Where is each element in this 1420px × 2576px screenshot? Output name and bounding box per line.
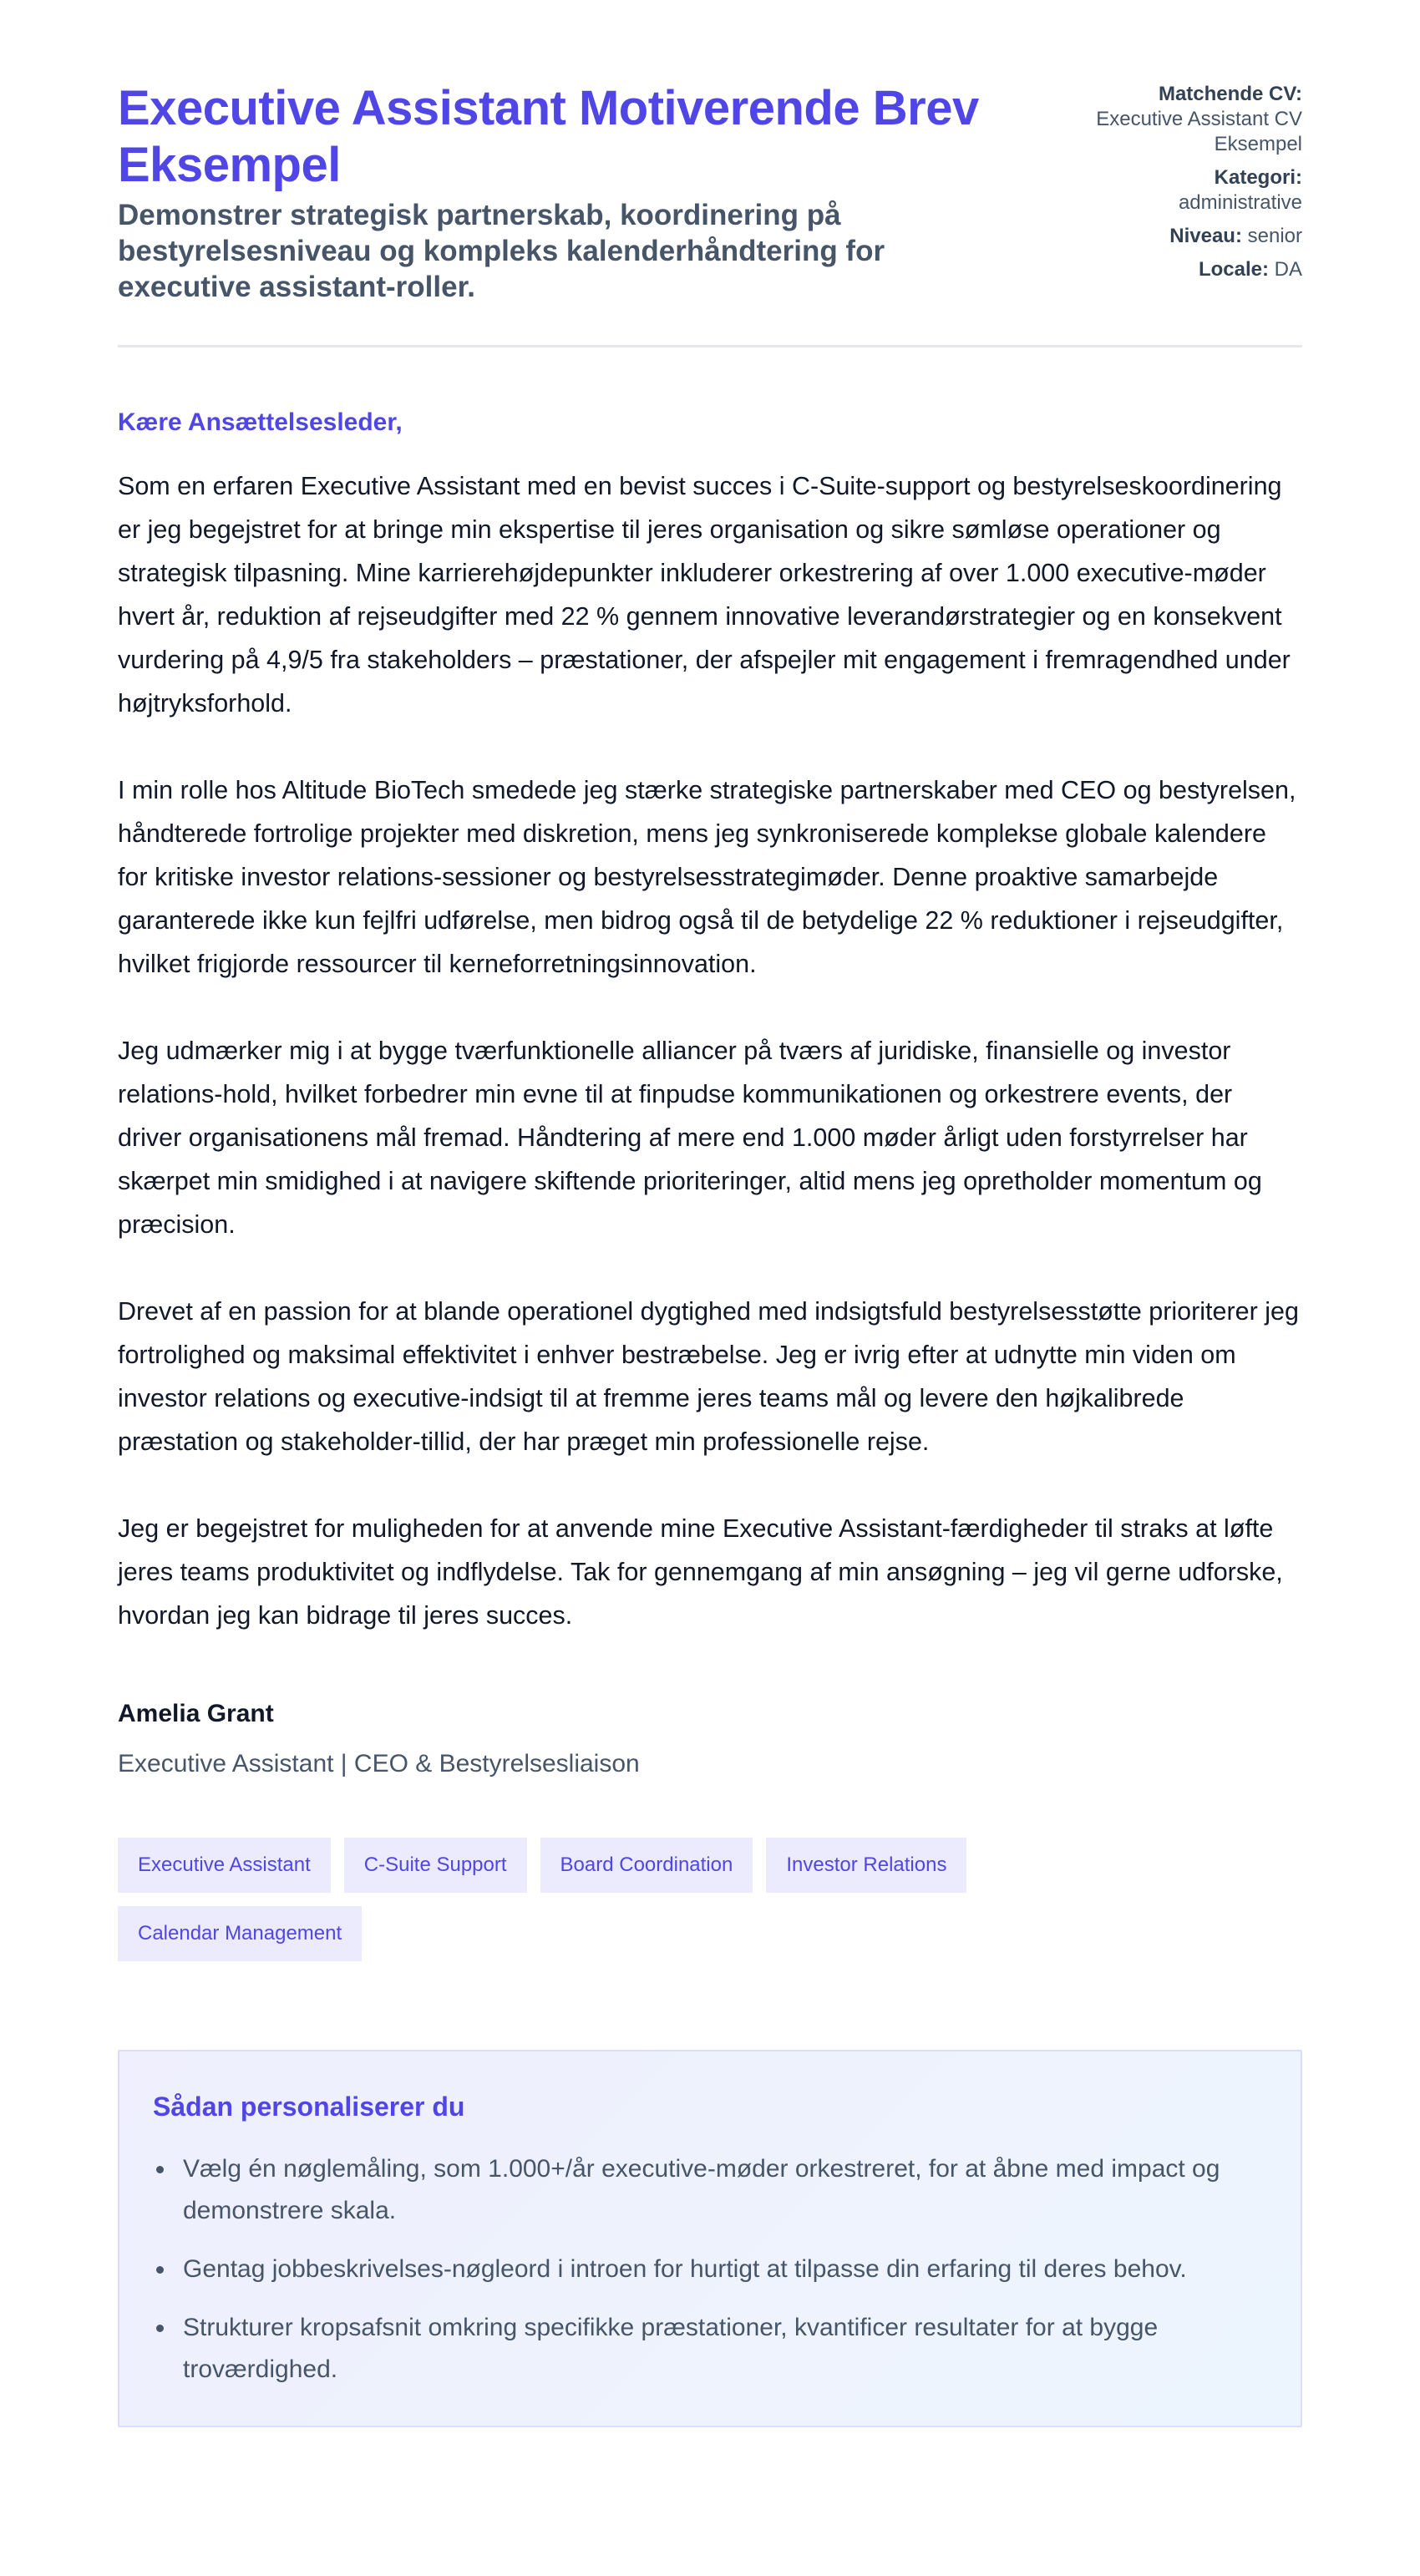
signature-name: Amelia Grant: [118, 1700, 274, 1727]
tag-calendar-management[interactable]: Calendar Management: [118, 1906, 362, 1961]
meta-category-value: administrative: [1178, 191, 1302, 214]
meta-locale: [1052, 257, 1302, 282]
tag-board-coordination[interactable]: Board Coordination: [540, 1838, 753, 1893]
signature-block: [118, 1697, 1302, 1781]
letter-paragraph: Som en erfaren Executive Assistant med en bevist succes i C-Suite-support og bestyrelseskoordinering er jeg begejstret for at bringe min ekspertise til jeres organisation og sikre sømløse operationer og strategisk tilpasning. Mine karrierehøjdepunkter inkluderer orkestrering af over 1.000 executive-møder hvert år, reduktion af rejseudgifter med 22 % gennem innovative leverandørstrategier og en konsekvent vurdering på 4,9/5 fra stakeholders – præstationer, der afspejler mit engagement i fremragendhed under højtryksforhold.: [118, 472, 1291, 718]
tip-text: Strukturer kropsafsnit omkring specifikke præstationer, kvantificer resultater for at bygge troværdighed.: [183, 2314, 1159, 2383]
meta-matching-cv-value[interactable]: Executive Assistant CV Eksempel: [1096, 108, 1302, 155]
tag-list: [118, 1838, 1103, 1961]
letter-paragraph: Jeg udmærker mig i at bygge tværfunktionelle alliancer på tværs af juridiske, finansielle og investor relations-hold, hvilket forbedrer min evne til at finpudse kommunikationen og orkestrere events, der driver organisationens mål fremad. Håndtering af mere end 1.000 møder årligt uden forstyrrelser har skærpet min smidighed i at navigere skiftende prioriteringer, altid mens jeg opretholder momentum og præcision.: [118, 1037, 1262, 1239]
header-titles: [118, 80, 1020, 305]
page-title: Executive Assistant Motiverende Brev Eksempel: [118, 81, 979, 192]
meta-locale-value: DA: [1274, 258, 1302, 281]
letter-paragraph: I min rolle hos Altitude BioTech smedede jeg stærke strategiske partnerskaber med CEO og bestyrelsen, håndterede fortrolige projekter med diskretion, mens jeg synkroniserede komplekse globale kalendere for kritiske investor relations-sessioner og bestyrelsesstrategimøder. Denne proaktive samarbejde garanterede ikke kun fejlfri udførelse, men bidrog også til de betydelige 22 % reduktioner i rejseudgifter, hvilket frigjorde ressourcer til kerneforretningsinnovation.: [118, 776, 1296, 978]
meta-matching-cv-label: Matchende CV:: [1158, 83, 1302, 105]
meta-info: [1052, 80, 1302, 291]
tip-item: [153, 2249, 1267, 2290]
meta-level-label: Niveau:: [1169, 225, 1242, 247]
tag-investor-relations[interactable]: Investor Relations: [766, 1838, 966, 1893]
meta-level-value: senior: [1247, 225, 1302, 247]
bullet-icon: [156, 2266, 164, 2274]
letter-paragraph: Jeg er begejstret for muligheden for at anvende mine Executive Assistant-færdigheder til straks at løfte jeres teams produktivitet og indflydelse. Tak for gennemgang af min ansøgning – jeg vil gerne udforske, hvordan jeg kan bidrage til jeres succes.: [118, 1514, 1283, 1630]
page-header: [118, 80, 1302, 347]
tip-text: Gentag jobbeskrivelses-nøgleord i introen for hurtigt at tilpasse din erfaring til deres behov.: [183, 2255, 1187, 2283]
tip-text: Vælg én nøglemåling, som 1.000+/år executive-møder orkestreret, for at åbne med impact og demonstrere skala.: [183, 2155, 1220, 2224]
meta-locale-label: Locale:: [1198, 258, 1269, 281]
meta-level: [1052, 224, 1302, 249]
tag-c-suite-support[interactable]: C-Suite Support: [344, 1838, 527, 1893]
bullet-icon: [156, 2325, 164, 2332]
letter-body: [118, 464, 1302, 1637]
meta-matching-cv: [1052, 82, 1302, 157]
tip-item: [153, 2307, 1267, 2391]
letter-greeting: Kære Ansættelsesleder,: [118, 408, 403, 436]
signature-title: Executive Assistant | CEO & Bestyrelsesliaison: [118, 1750, 640, 1777]
tip-item: [153, 2148, 1267, 2232]
tag-executive-assistant[interactable]: Executive Assistant: [118, 1838, 331, 1893]
bullet-icon: [156, 2166, 164, 2173]
meta-category-label: Kategori:: [1214, 166, 1302, 189]
meta-category: [1052, 165, 1302, 216]
letter-paragraph: Drevet af en passion for at blande operationel dygtighed med indsigtsfuld bestyrelsesstøtte prioriterer jeg fortrolighed og maksimal effektivitet i enhver bestræbelse. Jeg er ivrig efter at udnytte min viden om investor relations og executive-indsigt til at fremme jeres teams mål og levere den højkalibrede præstation og stakeholder-tillid, der har præget min professionelle rejse.: [118, 1297, 1299, 1456]
personalization-tips: [118, 2050, 1302, 2427]
tips-list: [153, 2148, 1267, 2391]
page-subtitle: Demonstrer strategisk partnerskab, koordinering på bestyrelsesniveau og kompleks kalenderhåndtering for executive assistant-roller.: [118, 199, 885, 303]
tips-title: Sådan personaliserer du: [153, 2092, 465, 2122]
cover-letter-page: [118, 0, 1302, 2467]
